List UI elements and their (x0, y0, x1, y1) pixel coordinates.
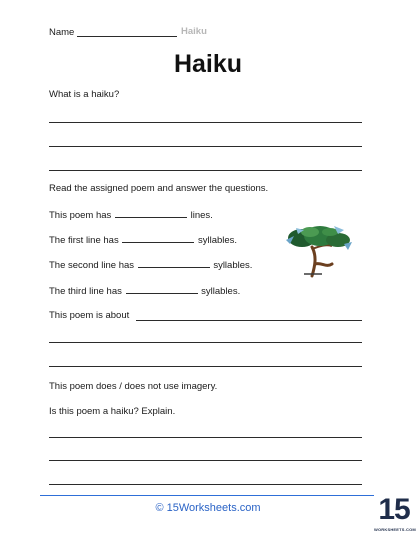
second-line-after: syllables. (213, 260, 253, 271)
lines-after: lines. (190, 210, 213, 221)
answer-line-3[interactable] (49, 170, 362, 171)
about-label: This poem is about (49, 310, 130, 321)
logo-subtext: WORKSHEETS.COM (374, 527, 416, 532)
third-line-blank[interactable] (126, 285, 198, 294)
answer-line-2[interactable] (49, 146, 362, 147)
first-line-after: syllables. (197, 235, 238, 246)
third-line-before: The third line has (49, 286, 122, 297)
third-line-question (49, 285, 240, 298)
explain-line-2[interactable] (49, 460, 362, 461)
is-haiku-question: Is this poem a haiku? Explain. (49, 406, 176, 417)
logo-number: 15 (378, 493, 410, 526)
name-label: Name (49, 27, 75, 38)
footer-divider (40, 495, 374, 496)
explain-line-1[interactable] (49, 437, 362, 438)
second-line-before: The second line has (49, 260, 135, 271)
first-line-blank[interactable] (122, 234, 194, 243)
instructions: Read the assigned poem and answer the questions. (49, 183, 269, 194)
second-line-question (49, 259, 252, 272)
name-field[interactable] (77, 36, 177, 37)
page-title: Haiku (173, 50, 243, 78)
bonsai-tree-illustration (282, 222, 354, 278)
about-line-2[interactable] (49, 366, 362, 367)
second-line-blank[interactable] (138, 259, 210, 268)
about-line-1[interactable] (49, 342, 362, 343)
question-what-is-haiku: What is a haiku? (49, 89, 120, 100)
lines-blank[interactable] (115, 209, 187, 218)
lines-question (49, 209, 213, 222)
header-tag: Haiku (181, 26, 207, 37)
first-line-question (49, 234, 237, 247)
third-line-after: syllables. (201, 286, 241, 297)
answer-line-1[interactable] (49, 122, 362, 123)
about-line-inline[interactable] (136, 320, 362, 321)
imagery-question: This poem does / does not use imagery. (49, 381, 218, 392)
explain-line-3[interactable] (49, 484, 362, 485)
lines-before: This poem has (49, 210, 112, 221)
footer-link[interactable]: © 15Worksheets.com (155, 502, 261, 514)
first-line-before: The first line has (49, 235, 119, 246)
site-logo (374, 494, 414, 539)
